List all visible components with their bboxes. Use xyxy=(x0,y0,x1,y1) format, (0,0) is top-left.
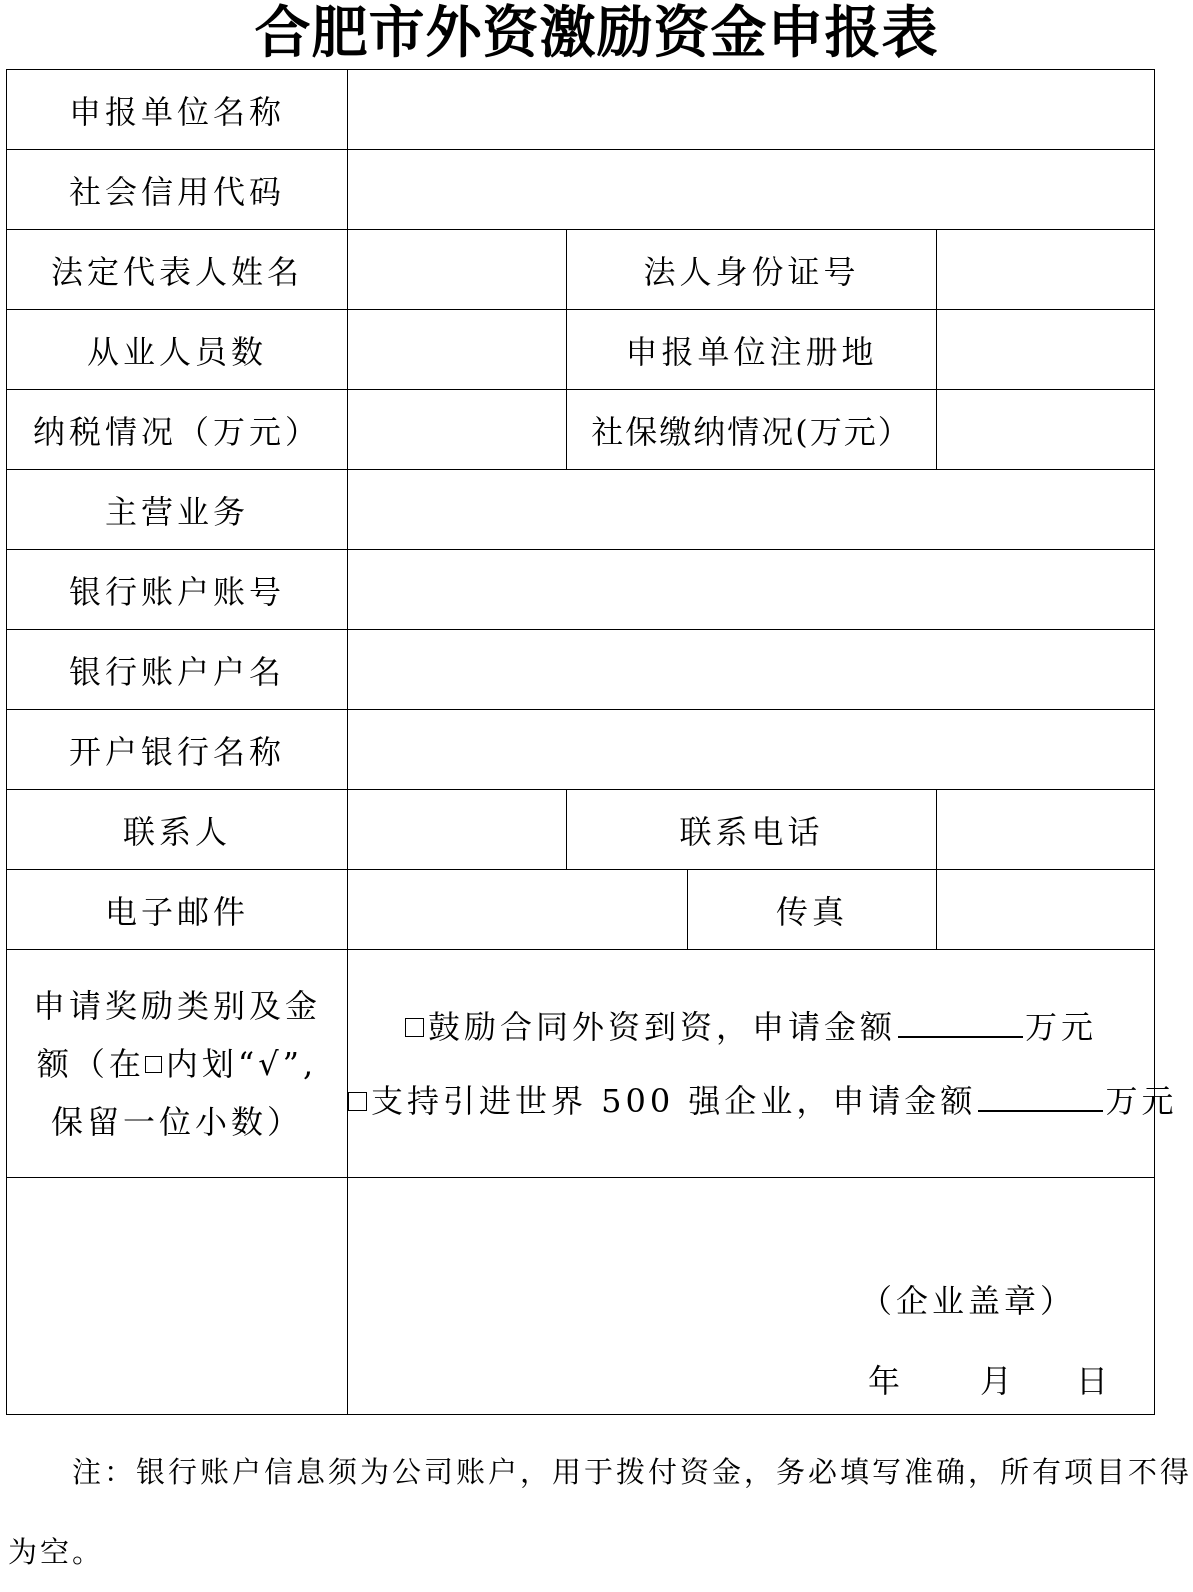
input-email[interactable] xyxy=(348,870,688,950)
label-fax: 传真 xyxy=(688,870,937,950)
award-label-line2 xyxy=(7,1035,347,1093)
amount-blank-contract-capital[interactable] xyxy=(898,1006,1023,1038)
label-tax: 纳税情况（万元） xyxy=(7,390,348,470)
award-label-line3: 保留一位小数） xyxy=(50,1102,303,1141)
input-bank-account-no[interactable] xyxy=(348,550,1155,630)
input-social-security[interactable] xyxy=(937,390,1155,470)
input-main-business[interactable] xyxy=(348,470,1155,550)
form-title: 合肥市外资激励资金申报表 xyxy=(254,0,939,66)
row-unit-name xyxy=(7,70,1155,150)
label-legal-rep-name: 法定代表人姓名 xyxy=(7,230,348,310)
label-bank-name: 开户银行名称 xyxy=(7,710,348,790)
input-bank-account-name[interactable] xyxy=(348,630,1155,710)
row-legal-rep xyxy=(7,230,1155,310)
input-bank-name[interactable] xyxy=(348,710,1155,790)
application-form-table xyxy=(6,69,1178,1415)
footnote: 注：银行账户信息须为公司账户，用于拨付资金，务必填写准确，所有项目不得为空。 xyxy=(8,1455,1193,1569)
seal-left-blank xyxy=(7,1178,348,1415)
input-employees[interactable] xyxy=(348,310,567,390)
label-award xyxy=(7,950,348,1178)
label-unit-name: 申报单位名称 xyxy=(7,70,348,150)
row-credit-code xyxy=(7,150,1155,230)
row-seal xyxy=(7,1178,1155,1415)
checkbox-fortune500[interactable] xyxy=(348,1092,367,1111)
amount-blank-fortune500[interactable] xyxy=(978,1080,1103,1112)
label-social-security: 社保缴纳情况(万元） xyxy=(567,390,937,470)
row-tax xyxy=(7,390,1155,470)
input-contact[interactable] xyxy=(348,790,567,870)
input-unit-name[interactable] xyxy=(348,70,1155,150)
input-fax[interactable] xyxy=(937,870,1155,950)
label-bank-account-no: 银行账户账号 xyxy=(7,550,348,630)
label-phone: 联系电话 xyxy=(567,790,937,870)
label-contact: 联系人 xyxy=(7,790,348,870)
checkbox-icon xyxy=(145,1056,162,1073)
input-reg-place[interactable] xyxy=(937,310,1155,390)
input-phone[interactable] xyxy=(937,790,1155,870)
input-credit-code[interactable] xyxy=(348,150,1155,230)
option2-text: 支持引进世界 500 强企业，申请金额 xyxy=(371,1081,977,1120)
option1-unit: 万元 xyxy=(1025,1007,1098,1046)
row-email xyxy=(7,870,1155,950)
award-label-line1: 申请奖励类别及金 xyxy=(32,986,321,1025)
award-label-line2-b: 内划“√”, xyxy=(165,1044,318,1083)
label-reg-place: 申报单位注册地 xyxy=(567,310,937,390)
row-bank-account-name xyxy=(7,630,1155,710)
input-legal-id[interactable] xyxy=(937,230,1155,310)
date-day-label: 日 xyxy=(1076,1362,1113,1400)
input-legal-rep-name[interactable] xyxy=(348,230,567,310)
award-options xyxy=(348,950,1178,1178)
row-contact xyxy=(7,790,1155,870)
row-bank-account-no xyxy=(7,550,1155,630)
row-bank-name xyxy=(7,710,1155,790)
award-option-contract-capital xyxy=(348,990,1154,1064)
label-email: 电子邮件 xyxy=(7,870,348,950)
checkbox-contract-capital[interactable] xyxy=(405,1018,424,1037)
option2-unit: 万元 xyxy=(1105,1081,1178,1120)
option1-text: 鼓励合同外资到资，申请金额 xyxy=(427,1007,896,1046)
seal-label: （企业盖章） xyxy=(860,1282,1077,1320)
award-option-fortune500 xyxy=(348,1064,1178,1138)
date-month-label: 月 xyxy=(980,1362,1017,1400)
date-year-label: 年 xyxy=(868,1362,905,1400)
label-main-business: 主营业务 xyxy=(7,470,348,550)
row-main-business xyxy=(7,470,1155,550)
input-tax[interactable] xyxy=(348,390,567,470)
label-bank-account-name: 银行账户户名 xyxy=(7,630,348,710)
award-label-line2-a: 额（在 xyxy=(36,1044,145,1083)
seal-area[interactable] xyxy=(348,1178,1155,1415)
label-legal-id: 法人身份证号 xyxy=(567,230,937,310)
label-credit-code: 社会信用代码 xyxy=(7,150,348,230)
row-employees xyxy=(7,310,1155,390)
label-employees: 从业人员数 xyxy=(7,310,348,390)
row-award xyxy=(7,950,1155,1178)
